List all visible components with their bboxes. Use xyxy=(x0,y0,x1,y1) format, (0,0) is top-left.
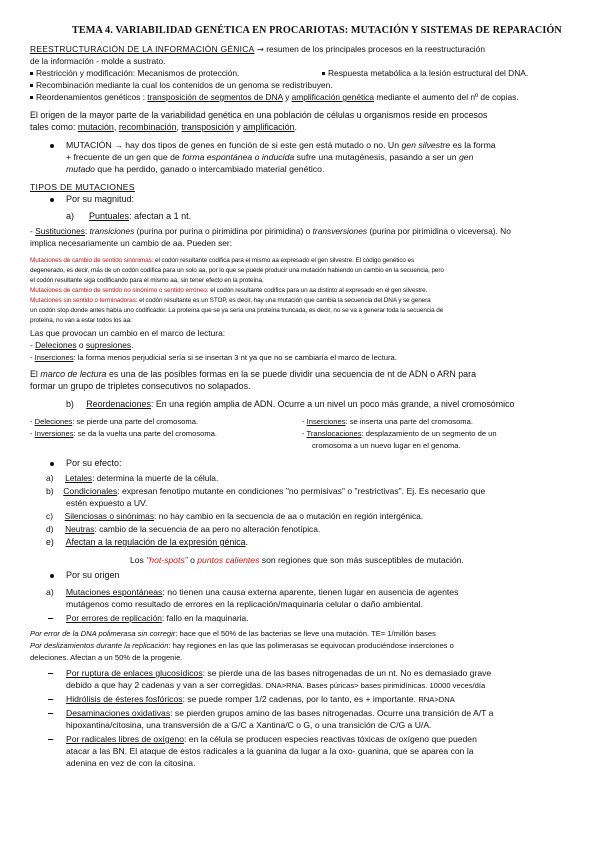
hot-text: Los xyxy=(130,555,144,565)
label-a: a) xyxy=(46,587,54,597)
dash-icon xyxy=(48,739,53,740)
restructuring-heading-line xyxy=(30,44,485,55)
item4-transposition: transposición de segmentos de DNA xyxy=(147,92,283,102)
restructuring-item-3: Recombinación mediante la cual los contenidos de un genoma se redistribuyen. xyxy=(36,80,333,90)
dash: - xyxy=(30,429,33,438)
bullet-icon xyxy=(50,198,54,202)
neutral: Neutras xyxy=(65,524,95,534)
effect-heading: Por su efecto: xyxy=(66,458,122,468)
silent: Silenciosas o sinónimas xyxy=(64,511,155,521)
synonymous-label: Mutaciones de cambio de sentido sinónimas: xyxy=(30,257,154,264)
origin-and: y xyxy=(236,122,241,132)
spontaneous-form: forma espontánea o inducida xyxy=(182,152,295,162)
nonsense-line-2: un codón stop donde antes había uno codificador. La proteína que se ya sería una proteína truncada, es decir, no se va a generar toda la secuencia de xyxy=(30,307,444,314)
period: . xyxy=(131,340,134,350)
hot-spots xyxy=(130,555,464,566)
spontaneous xyxy=(46,587,459,598)
dash: - xyxy=(30,417,33,426)
slip-line-1 xyxy=(30,640,454,651)
mutation-line-1 xyxy=(66,140,496,151)
origin-mutation: mutación xyxy=(77,122,114,132)
synonymous-line-2: degenerado, es decir, más de un codón codifica para un solo aa, por lo que se puede producir una mutación habiendo un cambio en la secuencia, pero xyxy=(30,267,444,274)
polymerase-text: : hace que el 50% de las bacterias se lleve una mutación. TE= 1/millón bases xyxy=(175,629,436,638)
slip-text: : hay regiones en las que las polimerasas se equivocan produciéndose inserciones o xyxy=(168,641,454,650)
hot-points-term: puntos calientes xyxy=(197,555,260,565)
origin-heading: Por su origen xyxy=(66,570,120,580)
origin-end: . xyxy=(294,122,297,132)
hot-or: o xyxy=(190,555,195,565)
nonsynonymous-text: el codón resultante codifica para un aa distinto al expresado en el gen silvestre. xyxy=(210,287,428,294)
item4-end: mediante el aumento del nº de copias. xyxy=(376,92,519,102)
rearr-translocations xyxy=(302,428,497,439)
mutation-line-3 xyxy=(66,164,324,175)
hydrolysis-title: Hidrólisis de ésteres fosfóricos xyxy=(66,694,183,704)
rearr-inversions-title: Inversiones xyxy=(34,429,74,438)
rearrangements-text: : En una región amplia de ADN. Ocurre a un nivel un poco más grande, a nivel cromosómico xyxy=(150,399,515,409)
deletions: Deleciones xyxy=(35,340,77,350)
nonsense-line-3: proteína, no van a estar todos los aa. xyxy=(30,317,132,324)
dash: - xyxy=(302,417,305,426)
rearr-translocations-title: Translocaciones xyxy=(306,429,362,438)
origin-transposition: transposición xyxy=(181,122,234,132)
insertions-line xyxy=(30,352,397,363)
square-bullet-icon xyxy=(30,84,33,87)
rearr-inversions xyxy=(30,428,217,439)
glucosidic-line-2 xyxy=(66,680,485,691)
spontaneous-title: Mutaciones espontáneas xyxy=(65,587,163,597)
insertions-text: : la forma menos perjudicial sería si se insertan 3 nt ya que no se cambiaría el marco de lectura. xyxy=(73,353,397,362)
lethal: Letales xyxy=(65,473,93,483)
origin-line-1: El origen de la mayor parte de la variabilidad genética en una población de células u organismos reside en procesos xyxy=(30,110,488,120)
effect-c xyxy=(46,511,423,522)
mutated-gene: gen xyxy=(458,152,474,162)
label-c: c) xyxy=(46,511,53,521)
point-title: Puntuales xyxy=(89,211,130,221)
rearr-translocations-2: cromosoma a un nuevo lugar en el genoma. xyxy=(312,441,461,450)
restructuring-item-1: Restricción y modificación: Mecanismos de protección. xyxy=(36,68,240,78)
nonsense-text: el codón resultante es un STOP, es decir, hay una mutación que cambia la secuencia del DNA y se genera xyxy=(139,297,431,304)
rearrangements xyxy=(66,399,514,410)
deamination-line-2: hipoxantina/citosina, una transversión de a G/C a Xantina/C o G, o una transición de C/G a U/A. xyxy=(66,720,432,730)
effect-b-2: estén expuesto a UV. xyxy=(66,498,148,508)
frame-intro: Las que provocan un cambio en el marco de lectura: xyxy=(30,328,226,338)
replication-title: Por errores de replicación xyxy=(66,613,162,623)
effect-b xyxy=(46,486,485,497)
subs-text-2: (purina por pirimidina o viceversa). No xyxy=(369,226,511,236)
label-d: d) xyxy=(46,524,54,534)
dash: - xyxy=(302,429,305,438)
polymerase-title: Por error de la DNA polimerasa sin corregir xyxy=(30,629,176,638)
dash-icon xyxy=(48,673,53,674)
replication-text: : fallo en la maquinaria. xyxy=(161,613,249,623)
suppressions: supresiones xyxy=(85,340,132,350)
hot-spots-term: "hot-spots" xyxy=(146,555,188,565)
origin-line-2: tales como: mutación, recombinación, transposición y amplificación. xyxy=(30,122,297,132)
polymerase-line xyxy=(30,628,436,639)
hydrolysis-line xyxy=(66,694,455,705)
deletions-line xyxy=(30,340,133,351)
radicals-text: : en la célula se producen especies reactivas tóxicas de oxígeno que pueden xyxy=(184,734,477,744)
hot-text-2: son regiones que son más susceptibles de mutación. xyxy=(261,555,464,565)
colon: : xyxy=(84,226,88,236)
mutation-text: MUTACIÓN → hay dos tipos de genes en función de si este gen está mutado o no. Un xyxy=(66,140,400,150)
substitutions-line-1 xyxy=(30,226,511,237)
rearr-insertions-title: Inserciones xyxy=(306,417,346,426)
label-a: a) xyxy=(66,211,75,221)
dash: - xyxy=(30,226,33,236)
reading-frame-line-1 xyxy=(30,369,476,380)
bullet-icon xyxy=(50,462,54,466)
deamination-title: Desaminaciones oxidativas xyxy=(66,708,171,718)
glucosidic-text: : se pierde una de las bases nitrogenadas de un nt. No es demasiado grave xyxy=(202,668,492,678)
dash-icon xyxy=(48,713,53,714)
square-bullet-icon xyxy=(322,72,325,75)
restructuring-item-4 xyxy=(36,92,519,103)
bullet-icon xyxy=(50,574,54,578)
conditional-text: : expresan fenotipo mutante en condiciones "no permisivas" o "restrictivas". Ej. Es necesario que xyxy=(117,486,486,496)
hydrolysis-text: : se puede romper 1/2 cadenas, por lo tanto, es + importante. xyxy=(182,694,416,704)
insertions: Inserciones xyxy=(34,353,74,362)
conditional: Condicionales xyxy=(63,486,118,496)
substitutions-line-2: implica necesariamente un cambio de aa. Pueden ser: xyxy=(30,238,233,248)
restructuring-item-2: Respuesta metabólica a la lesión estructural del DNA. xyxy=(328,68,529,78)
label-b: b) xyxy=(66,399,74,409)
lethal-text: : determina la muerte de la célula. xyxy=(92,473,219,483)
page-title: TEMA 4. VARIABILIDAD GENÉTICA EN PROCARIOTAS: MUTACIÓN Y SISTEMAS DE REPARACIÓN xyxy=(72,25,562,36)
hydrolysis-text-2: RNA>DNA xyxy=(418,695,455,704)
dash: - xyxy=(30,340,33,350)
replication-errors xyxy=(66,613,249,624)
synonymous-line-3: el codón resultante siga codificando para el mismo aa, sin tener efecto en la proteína. xyxy=(30,277,264,284)
dash: - xyxy=(30,353,33,362)
nonsense-label: Mutaciones sin sentido o terminadoras: xyxy=(30,297,138,304)
types-heading: TIPOS DE MUTACIONES xyxy=(30,182,135,192)
restructuring-heading: REESTRUCTURACIÓN DE LA INFORMACIÓN GÉNICA xyxy=(30,44,255,54)
synonymous-text: el codón resultante codifica para el mismo aa expresado el gen silvestre. El código genético es xyxy=(155,257,415,264)
or: o xyxy=(78,340,84,350)
origin-text: tales como: xyxy=(30,122,76,132)
regulation-end: . xyxy=(245,537,248,547)
rearr-inversions-text: : se da la vuelta una parte del cromosoma. xyxy=(73,429,218,438)
subs-text: (purina por purina o pirimidina por pirimidina) o xyxy=(136,226,311,236)
mutation-text-5: que ha perdido, ganado o intercambiado material genético. xyxy=(97,164,325,174)
reading-frame: marco de lectura xyxy=(40,369,107,379)
rearr-deletions-text: : se pierde una parte del cromosoma. xyxy=(72,417,199,426)
item4-amplification: amplificación genética xyxy=(291,92,375,102)
effect-e xyxy=(46,537,248,548)
rearr-insertions-text: : se inserta una parte del cromosoma. xyxy=(345,417,473,426)
item4-text: Reordenamientos genéticos : xyxy=(36,92,145,102)
reading-frame-line-2: formar un grupo de tripletes consecutivos no solapados. xyxy=(30,381,251,391)
rearrangements-title: Reordenaciones xyxy=(86,399,151,409)
deamination-text: : se pierden grupos amino de las bases nitrogenadas. Ocurre una transición de A/T a xyxy=(170,708,494,718)
radicals-line-2: atacar a las BN. El ataque de estos radicales a la guanina da lugar a la oxo- guanina, que se aparea con la xyxy=(66,746,474,756)
glucosidic-title: Por ruptura de enlaces glucosídicos xyxy=(66,668,203,678)
wild-gene: gen silvestre xyxy=(401,140,451,150)
square-bullet-icon xyxy=(30,72,33,75)
radicals-line-1 xyxy=(66,734,477,745)
regulation: Afectan a la regulación de la expresión génica xyxy=(65,537,246,547)
frame-text-2: es una de las posibles formas en la se puede dividir una secuencia de nt de ADN o ARN para xyxy=(108,369,477,379)
effect-d xyxy=(46,524,320,535)
nonsynonymous-label: Mutaciones de cambio de sentido no sinónimo o sentido erróneo: xyxy=(30,287,209,294)
origin-recombination: recombinación xyxy=(118,122,177,132)
glucosidic-text-3: DNA>RNA. Bases púricas> bases pirimidínicas. 10000 veces/día xyxy=(265,681,486,690)
slip-line-2: deleciones. Afectan a un 50% de la progenie. xyxy=(30,653,183,662)
arrow-icon: → xyxy=(256,44,264,54)
dash-icon xyxy=(48,699,53,700)
slip-title: Por deslizamientos durante la replicación xyxy=(30,641,169,650)
effect-a xyxy=(46,473,218,484)
rearr-deletions xyxy=(30,416,198,427)
rearr-insertions xyxy=(302,416,473,427)
frame-text: El xyxy=(30,369,38,379)
transitions: transiciones xyxy=(89,226,135,236)
rearr-deletions-title: Deleciones xyxy=(34,417,73,426)
by-magnitude: Por su magnitud: xyxy=(66,194,135,204)
restructuring-intro-2: de la información - molde a sustrato. xyxy=(30,56,166,66)
restructuring-intro: resumen de los principales procesos en la reestructuración xyxy=(266,44,485,54)
mutated-word: mutado xyxy=(66,164,95,174)
glucosidic-line-1 xyxy=(66,668,491,679)
transversions: transversiones xyxy=(312,226,368,236)
neutral-text: : cambio de la secuencia de aa pero no alteración fenotípica. xyxy=(94,524,321,534)
point-mutations xyxy=(66,211,191,222)
label-a: a) xyxy=(46,473,54,483)
label-e: e) xyxy=(46,537,54,547)
bullet-icon xyxy=(50,144,54,148)
dash-icon xyxy=(48,618,53,619)
radicals-title: Por radicales libres de oxígeno xyxy=(66,734,184,744)
radicals-line-3: adenina en vez de con la citosina. xyxy=(66,758,196,768)
spontaneous-text: : no tienen una causa externa aparente, tienen lugar en ausencia de agentes xyxy=(162,587,459,597)
spontaneous-2: mutágenos como resultado de errores en la replicación/maquinaria celular o daño ambiental. xyxy=(66,599,423,609)
mutation-text-3: + frecuente de un gen que de xyxy=(66,152,180,162)
mutation-text-4: sufre una mutagénesis, pasando a ser un xyxy=(296,152,457,162)
label-b: b) xyxy=(46,486,54,496)
square-bullet-icon xyxy=(30,96,33,99)
mutation-line-2 xyxy=(66,152,473,163)
origin-amplification: amplificación xyxy=(243,122,295,132)
mutation-text-2: es la forma xyxy=(452,140,496,150)
substitutions: Sustituciones xyxy=(35,226,85,236)
point-text: : afectan a 1 nt. xyxy=(129,211,192,221)
glucosidic-text-2: debido a que hay 2 cadenas y van a ser corregidas. xyxy=(66,680,264,690)
rearr-translocations-text: : desplazamiento de un segmento de un xyxy=(361,429,497,438)
silent-text: : no hay cambio en la secuencia de aa o mutación en región intergénica. xyxy=(154,511,424,521)
item4-and: y xyxy=(285,92,290,102)
deamination-line-1 xyxy=(66,708,493,719)
